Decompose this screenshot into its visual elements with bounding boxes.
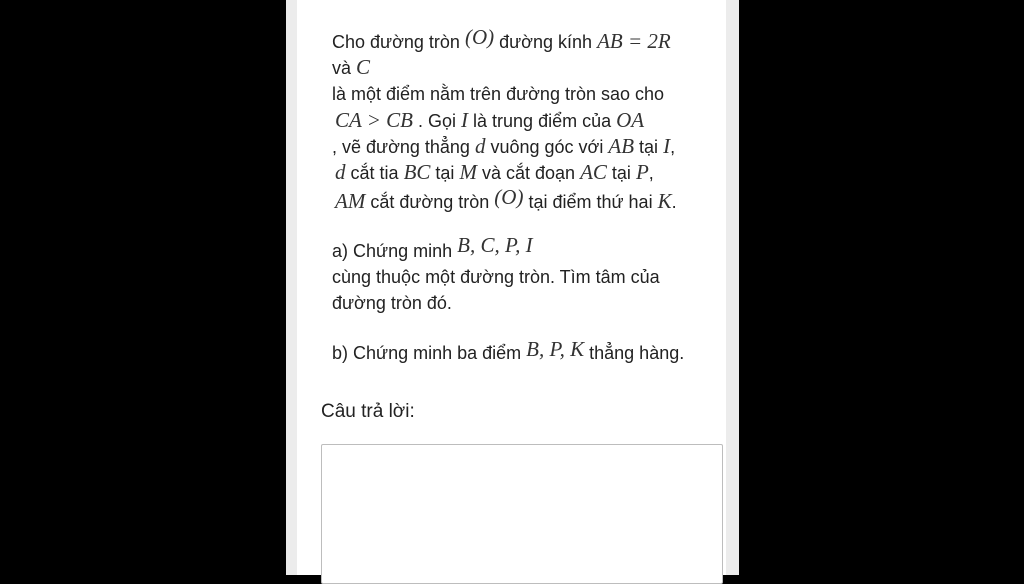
question-line-7 — [335, 185, 677, 213]
math-bpk: B, P, K — [526, 337, 585, 361]
math-circle-o: (O) — [464, 25, 495, 49]
text: a) Chứng minh — [332, 241, 453, 261]
math-d: d — [335, 160, 346, 184]
text: cắt đường tròn — [370, 192, 490, 212]
part-b-line — [332, 337, 685, 364]
text: b) Chứng minh ba điểm — [332, 343, 522, 363]
text: tại điểm thứ hai — [528, 192, 653, 212]
math-k: K — [657, 189, 672, 213]
text: . Gọi — [417, 111, 456, 131]
answer-textarea[interactable] — [321, 444, 723, 584]
math-am: AM — [335, 189, 366, 213]
part-a-line-3 — [332, 292, 452, 314]
text: tại — [611, 163, 631, 183]
text: . — [671, 192, 677, 212]
text: cùng thuộc một đường tròn. Tìm tâm của — [332, 267, 660, 287]
math-i: I — [461, 108, 469, 132]
text: cắt tia — [350, 163, 399, 183]
math-p: P — [635, 160, 649, 184]
answer-label: Câu trả lời: — [321, 401, 415, 422]
text: vuông góc với — [490, 137, 604, 157]
text: là một điểm nằm trên đường tròn sao cho — [332, 84, 665, 104]
question-line-5 — [332, 135, 675, 158]
text: đường kính — [499, 32, 593, 52]
text: là trung điểm của — [473, 111, 612, 131]
text: , — [670, 137, 676, 157]
math-circle-o: (O) — [494, 185, 524, 209]
text: đường tròn đó. — [332, 293, 452, 313]
question-line-6 — [335, 161, 654, 184]
math-m: M — [459, 160, 477, 184]
text: tại — [435, 163, 455, 183]
question-line-2 — [332, 56, 370, 79]
question-line-1 — [332, 25, 671, 53]
question-card — [297, 0, 726, 575]
text: , vẽ đường thẳng — [332, 137, 470, 157]
math-i: I — [663, 134, 671, 158]
text: và — [332, 58, 352, 78]
question-line-4 — [335, 109, 644, 132]
math-d: d — [474, 134, 486, 158]
math-ca-cb: CA > CB — [335, 108, 413, 132]
text: tại — [639, 137, 659, 157]
math-bc: BC — [403, 160, 431, 184]
math-ab-2r: AB = 2R — [597, 29, 671, 53]
part-a-line-2 — [332, 266, 660, 288]
part-a-line-1 — [332, 233, 533, 262]
math-ab: AB — [608, 134, 635, 158]
text: , — [648, 163, 654, 183]
math-bcpi: B, C, P, I — [457, 233, 533, 257]
question-line-3 — [332, 83, 664, 105]
text: Cho đường tròn — [332, 32, 460, 52]
math-c: C — [356, 55, 371, 79]
page-panel — [286, 0, 739, 575]
math-ac: AC — [580, 160, 607, 184]
text: và cắt đoạn — [481, 163, 576, 183]
text: thẳng hàng. — [589, 343, 685, 363]
math-oa: OA — [616, 108, 645, 132]
